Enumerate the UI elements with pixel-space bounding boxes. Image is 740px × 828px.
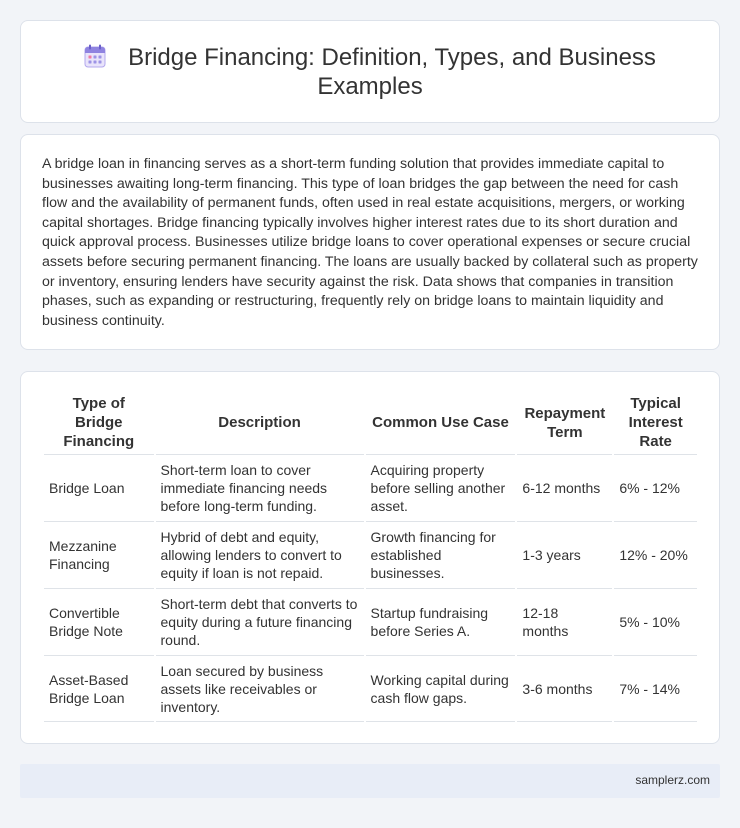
table-header-row: [44, 391, 697, 455]
cell-use-case: Startup fundraising before Series A.: [366, 589, 516, 656]
cell-interest-rate: 6% - 12%: [614, 455, 697, 522]
title-line-1: Bridge Financing: Definition, Types, and Business: [128, 44, 656, 71]
cell-type: Asset-Based Bridge Loan: [44, 656, 154, 722]
title-line-2: Examples: [317, 73, 423, 100]
cell-repayment-term: 1-3 years: [517, 522, 612, 589]
cell-interest-rate: 5% - 10%: [614, 589, 697, 656]
cell-description: Short-term loan to cover immediate financing needs before long-term funding.: [156, 455, 364, 522]
header-type: Type of Bridge Financing: [44, 391, 154, 455]
title-card: [20, 20, 720, 123]
cell-type: Convertible Bridge Note: [44, 589, 154, 656]
calendar-icon: [84, 44, 106, 68]
footer-site-link[interactable]: samplerz.com: [635, 773, 710, 787]
table-row: [44, 656, 697, 722]
cell-description: Hybrid of debt and equity, allowing lenders to convert to equity if loan is not repaid.: [156, 522, 364, 589]
cell-interest-rate: 12% - 20%: [614, 522, 697, 589]
intro-card: [20, 134, 720, 350]
header-use-case: Common Use Case: [366, 391, 516, 455]
cell-interest-rate: 7% - 14%: [614, 656, 697, 722]
cell-use-case: Acquiring property before selling another asset.: [366, 455, 516, 522]
header-description: Description: [156, 391, 364, 455]
cell-type: Bridge Loan: [44, 455, 154, 522]
table-row: [44, 522, 697, 589]
financing-types-table: [42, 391, 699, 722]
cell-description: Loan secured by business assets like receivables or inventory.: [156, 656, 364, 722]
cell-repayment-term: 3-6 months: [517, 656, 612, 722]
table-row: [44, 455, 697, 522]
cell-type: Mezzanine Financing: [44, 522, 154, 589]
intro-paragraph: A bridge loan in financing serves as a short-term funding solution that provides immediate capital to businesses awaiting long-term financing. This type of loan bridges the gap between the need for cash flow and the availability of permanent funds, often used in real estate acquisitions, mergers, or working capital shortages. Bridge financing typically involves higher interest rates due to its short duration and quick approval process. Businesses utilize bridge loans to cover operational expenses or secure crucial assets before securing permanent financing. The loans are usually backed by collateral such as property or inventory, ensuring lenders have security against the risk. Data shows that companies in transition phases, such as expanding or restructuring, frequently rely on bridge loans to maintain liquidity and business continuity.: [42, 156, 698, 329]
cell-description: Short-term debt that converts to equity during a future financing round.: [156, 589, 364, 656]
table-card: [20, 371, 720, 744]
cell-use-case: Growth financing for established businesses.: [366, 522, 516, 589]
footer: [20, 764, 720, 798]
cell-repayment-term: 6-12 months: [517, 455, 612, 522]
cell-use-case: Working capital during cash flow gaps.: [366, 656, 516, 722]
table-row: [44, 589, 697, 656]
header-interest-rate: Typical Interest Rate: [614, 391, 697, 455]
cell-repayment-term: 12-18 months: [517, 589, 612, 656]
page-title: [21, 43, 719, 101]
header-repayment-term: Repayment Term: [517, 391, 612, 455]
